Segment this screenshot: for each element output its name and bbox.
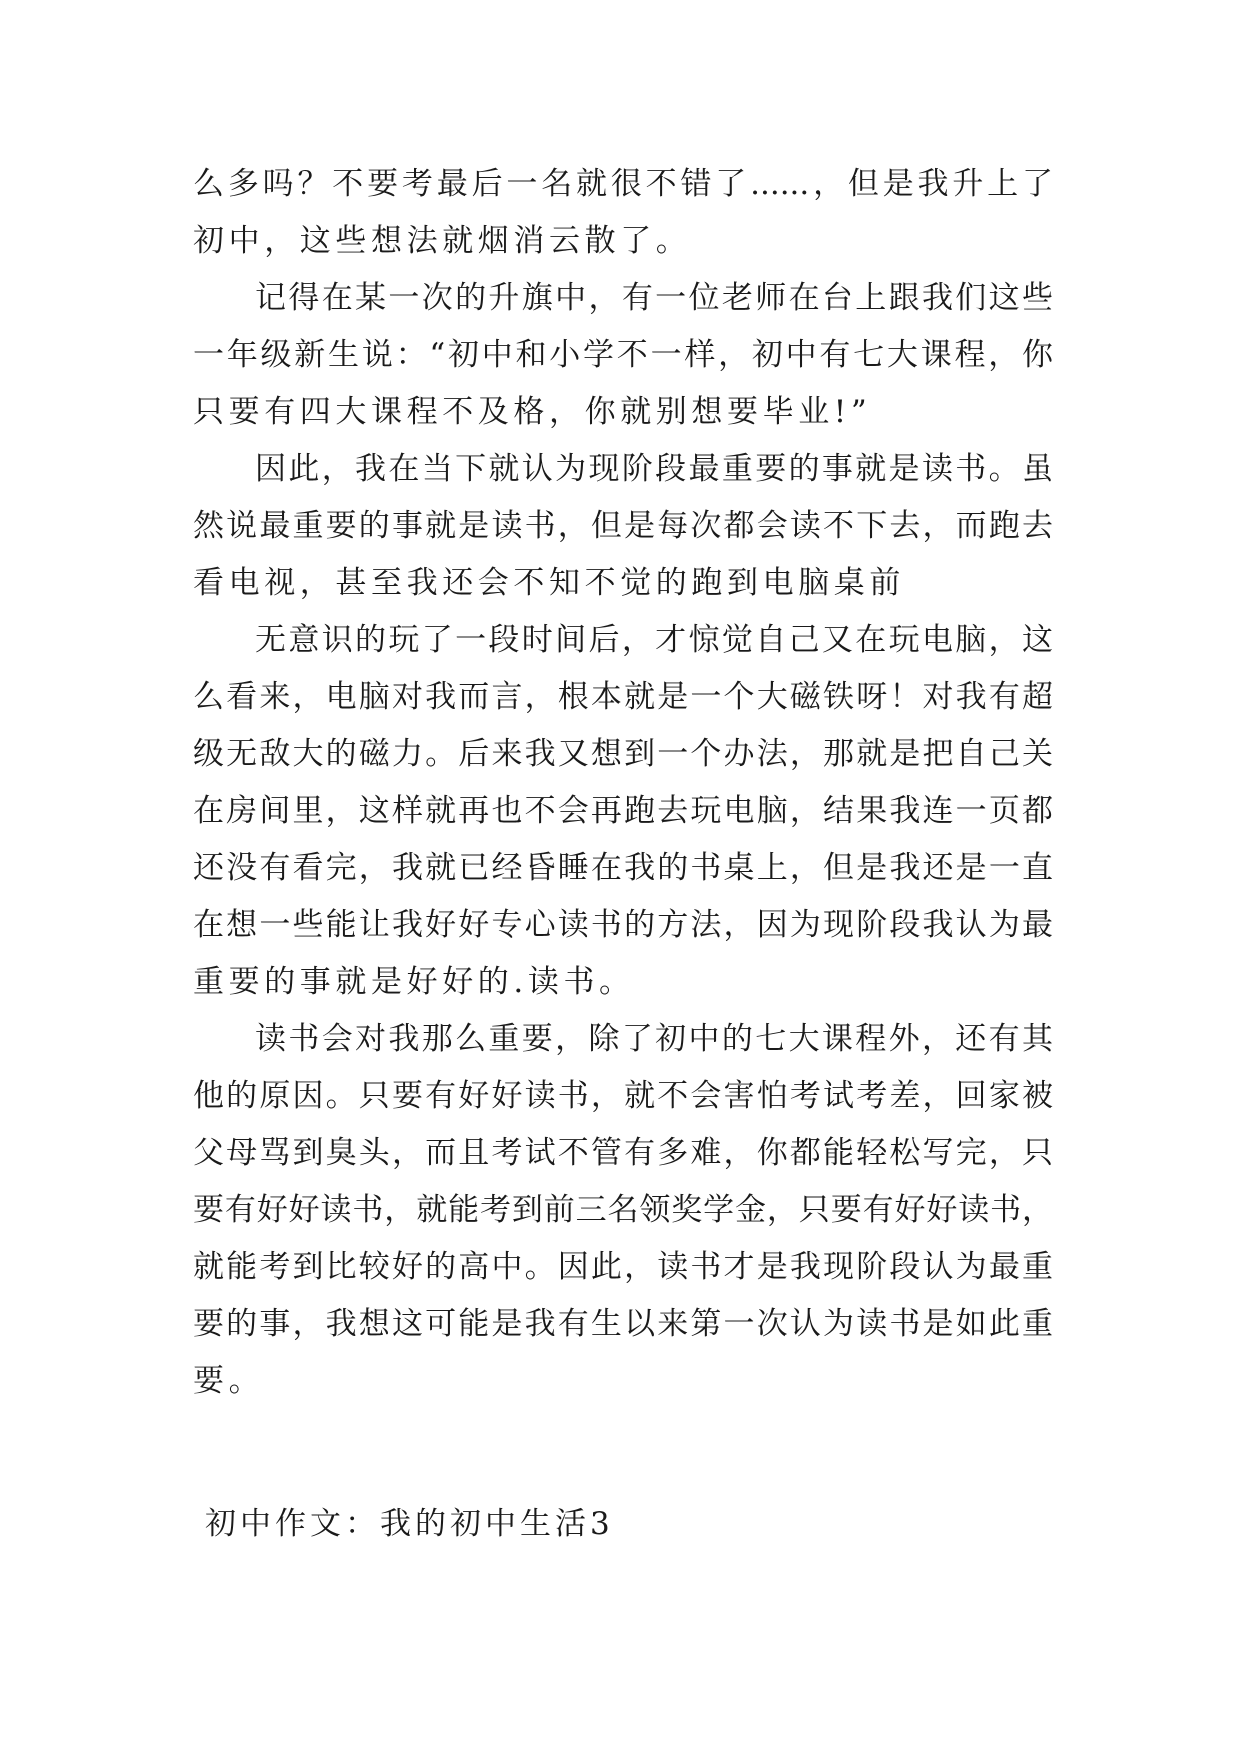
- section-heading: 初中作文：我的初中生活3: [205, 1506, 614, 1542]
- paragraph-first-line: 记得在某一次的升旗中，有一位老师在台上跟我们这些: [255, 280, 1053, 316]
- text-line: 还没有看完，我就已经昏睡在我的书桌上，但是我还是一直: [193, 850, 1053, 886]
- paragraph-first-line: 读书会对我那么重要，除了初中的七大课程外，还有其: [255, 1021, 1053, 1057]
- text-line: 他的原因。只要有好好读书，就不会害怕考试考差，回家被: [193, 1078, 1053, 1114]
- text-line: 重要的事就是好好的.读书。: [193, 964, 635, 1000]
- text-line: 么多吗？不要考最后一名就很不错了......，但是我升上了: [193, 166, 1053, 202]
- text-line: 看电视，甚至我还会不知不觉的跑到电脑桌前: [193, 565, 905, 601]
- text-line: 级无敌大的磁力。后来我又想到一个办法，那就是把自己关: [193, 736, 1053, 772]
- text-line: 么看来，电脑对我而言，根本就是一个大磁铁呀！对我有超: [193, 679, 1053, 715]
- text-line: 就能考到比较好的高中。因此，读书才是我现阶段认为最重: [193, 1249, 1053, 1285]
- text-line: 要有好好读书，就能考到前三名领奖学金，只要有好好读书，: [193, 1192, 1053, 1228]
- paragraph-first-line: 因此，我在当下就认为现阶段最重要的事就是读书。虽: [255, 451, 1053, 487]
- essay-body: [193, 156, 1053, 1410]
- text-line: 要的事，我想这可能是我有生以来第一次认为读书是如此重: [193, 1306, 1053, 1342]
- text-line: 父母骂到臭头，而且考试不管有多难，你都能轻松写完，只: [193, 1135, 1053, 1171]
- paragraph-first-line: 无意识的玩了一段时间后，才惊觉自己又在玩电脑，这: [255, 622, 1053, 658]
- text-line: 在房间里，这样就再也不会再跑去玩电脑，结果我连一页都: [193, 793, 1053, 829]
- text-line: 然说最重要的事就是读书，但是每次都会读不下去，而跑去: [193, 508, 1053, 544]
- text-line: 只要有四大课程不及格，你就别想要毕业!”: [193, 394, 872, 430]
- text-line: 一年级新生说：“初中和小学不一样，初中有七大课程，你: [193, 337, 1053, 373]
- text-line: 在想一些能让我好好专心读书的方法，因为现阶段我认为最: [193, 907, 1053, 943]
- text-line: 要。: [193, 1363, 265, 1399]
- text-line: 初中，这些想法就烟消云散了。: [193, 223, 692, 259]
